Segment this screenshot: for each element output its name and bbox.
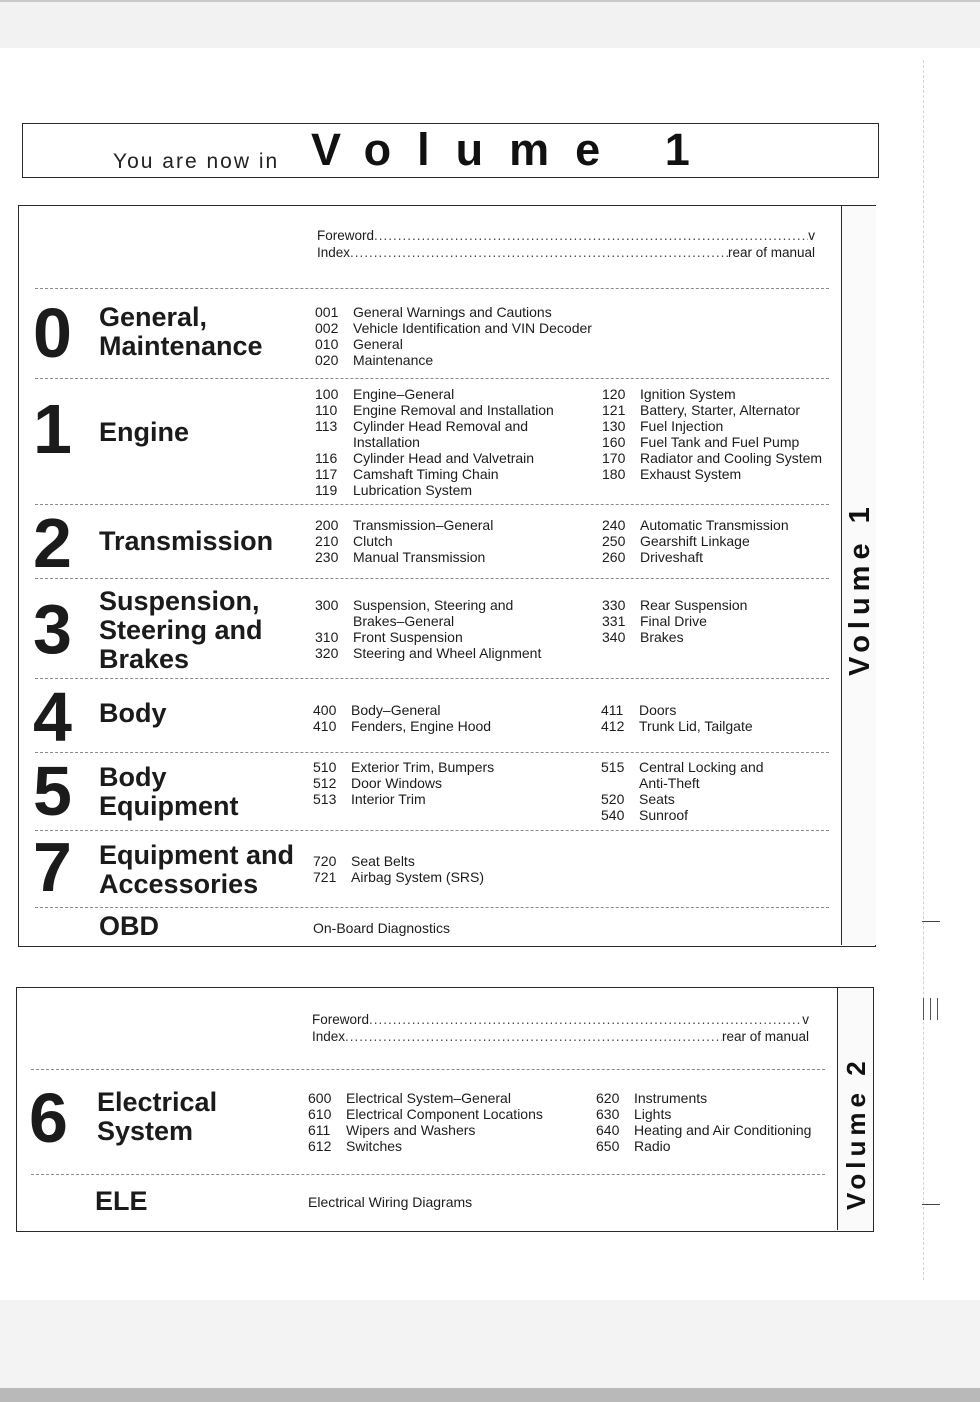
divider (35, 288, 829, 289)
list-item[interactable]: 410 Fenders, Engine Hood (313, 718, 492, 734)
list-item[interactable]: 230 Manual Transmission (315, 549, 486, 565)
foreword-entry[interactable]: Foreword ..... v (312, 1011, 809, 1028)
margin-tick (923, 998, 924, 1020)
divider (35, 907, 829, 908)
list-item[interactable]: 721 Airbag System (SRS) (313, 869, 485, 885)
list-item[interactable]: 001 General Warnings and Cautions (315, 304, 552, 320)
top-edge-strip (0, 0, 980, 48)
section-number: 0 (33, 294, 72, 372)
section-4-list-left (313, 702, 491, 734)
list-item[interactable]: 513 Interior Trim (313, 791, 426, 807)
divider (35, 752, 829, 753)
list-item[interactable]: 411 Doors (601, 702, 677, 718)
list-item[interactable]: 116 Cylinder Head and Valvetrain (315, 450, 535, 466)
list-item[interactable]: 520 Seats (601, 791, 675, 807)
list-item[interactable]: 160 Fuel Tank and Fuel Pump (602, 434, 800, 450)
divider (35, 678, 829, 679)
list-item[interactable]: 117 Camshaft Timing Chain (315, 466, 499, 482)
margin-tick (937, 998, 938, 1020)
list-item-continuation: Installation (353, 434, 420, 450)
list-item[interactable]: 331 Final Drive (602, 613, 707, 629)
ele-description[interactable]: Electrical Wiring Diagrams (308, 1194, 473, 1210)
list-item[interactable]: 512 Door Windows (313, 775, 443, 791)
foreword-entry[interactable]: Foreword ..... v (317, 227, 815, 244)
bottom-edge-shadow (0, 1388, 980, 1402)
obd-description[interactable]: On-Board Diagnostics (313, 920, 450, 936)
list-item[interactable]: 020 Maintenance (315, 352, 434, 368)
list-item[interactable]: 630 Lights (596, 1106, 672, 1122)
volume1-contents (18, 205, 876, 947)
section-title: Body Equipment (99, 762, 239, 821)
bottom-margin (0, 1300, 980, 1402)
section-6-list-right (596, 1090, 811, 1154)
list-item[interactable]: 210 Clutch (315, 533, 393, 549)
list-item[interactable]: 010 General (315, 336, 403, 352)
section-6-list-left (308, 1090, 543, 1154)
list-item[interactable]: 611 Wipers and Washers (308, 1122, 476, 1138)
index-entry[interactable]: Index ..... rear of manual (317, 244, 815, 261)
section-title: Transmission (99, 526, 274, 556)
section-number: 1 (33, 390, 72, 468)
divider (35, 378, 829, 379)
section-number: 2 (33, 504, 72, 582)
section-title: Engine (99, 417, 190, 447)
margin-tick (922, 1204, 940, 1205)
banner-prefix: You are now in (113, 150, 280, 173)
section-title: Suspension, Steering and Brakes (99, 586, 263, 674)
list-item[interactable]: 612 Switches (308, 1138, 403, 1154)
section-2-list-right (602, 517, 789, 565)
margin-tick (922, 921, 940, 922)
index-entry[interactable]: Index ..... rear of manual (312, 1028, 809, 1045)
list-item[interactable]: 600 Electrical System–General (308, 1090, 511, 1106)
section-3-list-right (602, 597, 747, 645)
list-item[interactable]: 330 Rear Suspension (602, 597, 748, 613)
divider (35, 830, 829, 831)
list-item[interactable]: 260 Driveshaft (602, 549, 704, 565)
divider (31, 1174, 825, 1175)
list-item[interactable]: 120 Ignition System (602, 386, 736, 402)
volume-banner (22, 123, 879, 178)
list-item-continuation: Anti-Theft (639, 775, 700, 791)
list-item[interactable]: 113 Cylinder Head Removal and (315, 418, 529, 434)
list-item[interactable]: 340 Brakes (602, 629, 684, 645)
divider (35, 504, 829, 505)
list-item-continuation: Brakes–General (353, 613, 455, 629)
volume2-front-matter (312, 1011, 809, 1045)
list-item[interactable]: 620 Instruments (596, 1090, 708, 1106)
divider (35, 578, 829, 579)
list-item[interactable]: 720 Seat Belts (313, 853, 415, 869)
section-number: 5 (33, 752, 72, 830)
section-title: General, Maintenance (99, 302, 263, 361)
list-item[interactable]: 310 Front Suspension (315, 629, 463, 645)
volume2-side-bar (837, 988, 873, 1230)
list-item[interactable]: 170 Radiator and Cooling System (602, 450, 823, 466)
list-item[interactable]: 130 Fuel Injection (602, 418, 724, 434)
section-0-list (315, 304, 592, 368)
section-number: 7 (33, 828, 72, 906)
section-5-list-left (313, 759, 494, 807)
volume1-side-label: Volume 1 (844, 501, 876, 676)
margin-tick (930, 998, 931, 1020)
volume1-side-bar (841, 206, 876, 945)
list-item[interactable]: 515 Central Locking and (601, 759, 764, 775)
list-item[interactable]: 540 Sunroof (601, 807, 689, 823)
list-item[interactable]: 400 Body–General (313, 702, 441, 718)
section-5-list-right (601, 759, 764, 823)
section-title: Electrical System (97, 1087, 218, 1146)
list-item[interactable]: 412 Trunk Lid, Tailgate (601, 718, 753, 734)
list-item[interactable]: 320 Steering and Wheel Alignment (315, 645, 542, 661)
ele-title: ELE (95, 1186, 148, 1216)
section-7-list (313, 853, 484, 885)
list-item[interactable]: 640 Heating and Air Conditioning (596, 1122, 812, 1138)
section-title: Body (99, 698, 167, 728)
section-3-list-left (315, 597, 541, 661)
list-item[interactable]: 002 Vehicle Identification and VIN Decoder (315, 320, 592, 336)
list-item[interactable]: 610 Electrical Component Locations (308, 1106, 543, 1122)
section-number: 3 (33, 590, 72, 668)
list-item[interactable]: 250 Gearshift Linkage (602, 533, 750, 549)
list-item[interactable]: 100 Engine–General (315, 386, 455, 402)
list-item[interactable]: 180 Exhaust System (602, 466, 742, 482)
volume2-contents (16, 987, 874, 1232)
list-item[interactable]: 121 Battery, Starter, Alternator (602, 402, 801, 418)
list-item[interactable]: 119 Lubrication System (315, 482, 473, 498)
section-4-list-right (601, 702, 753, 734)
section-1-list-right (602, 386, 822, 482)
banner-volume: Volume 1 (311, 124, 716, 175)
section-title: Equipment and Accessories (99, 840, 294, 899)
obd-title: OBD (99, 911, 159, 941)
list-item[interactable]: 650 Radio (596, 1138, 671, 1154)
section-1-list-left (315, 386, 554, 498)
divider (31, 1069, 825, 1070)
section-number: 4 (33, 678, 72, 756)
volume2-side-label: Volume 2 (841, 1056, 871, 1210)
section-number: 6 (29, 1079, 68, 1157)
list-item[interactable]: 240 Automatic Transmission (602, 517, 789, 533)
list-item[interactable]: 300 Suspension, Steering and (315, 597, 514, 613)
list-item[interactable]: 200 Transmission–General (315, 517, 494, 533)
list-item[interactable]: 110 Engine Removal and Installation (315, 402, 554, 418)
section-2-list-left (315, 517, 493, 565)
list-item[interactable]: 510 Exterior Trim, Bumpers (313, 759, 495, 775)
volume1-front-matter (317, 227, 815, 261)
margin-guide-line (923, 60, 924, 1280)
